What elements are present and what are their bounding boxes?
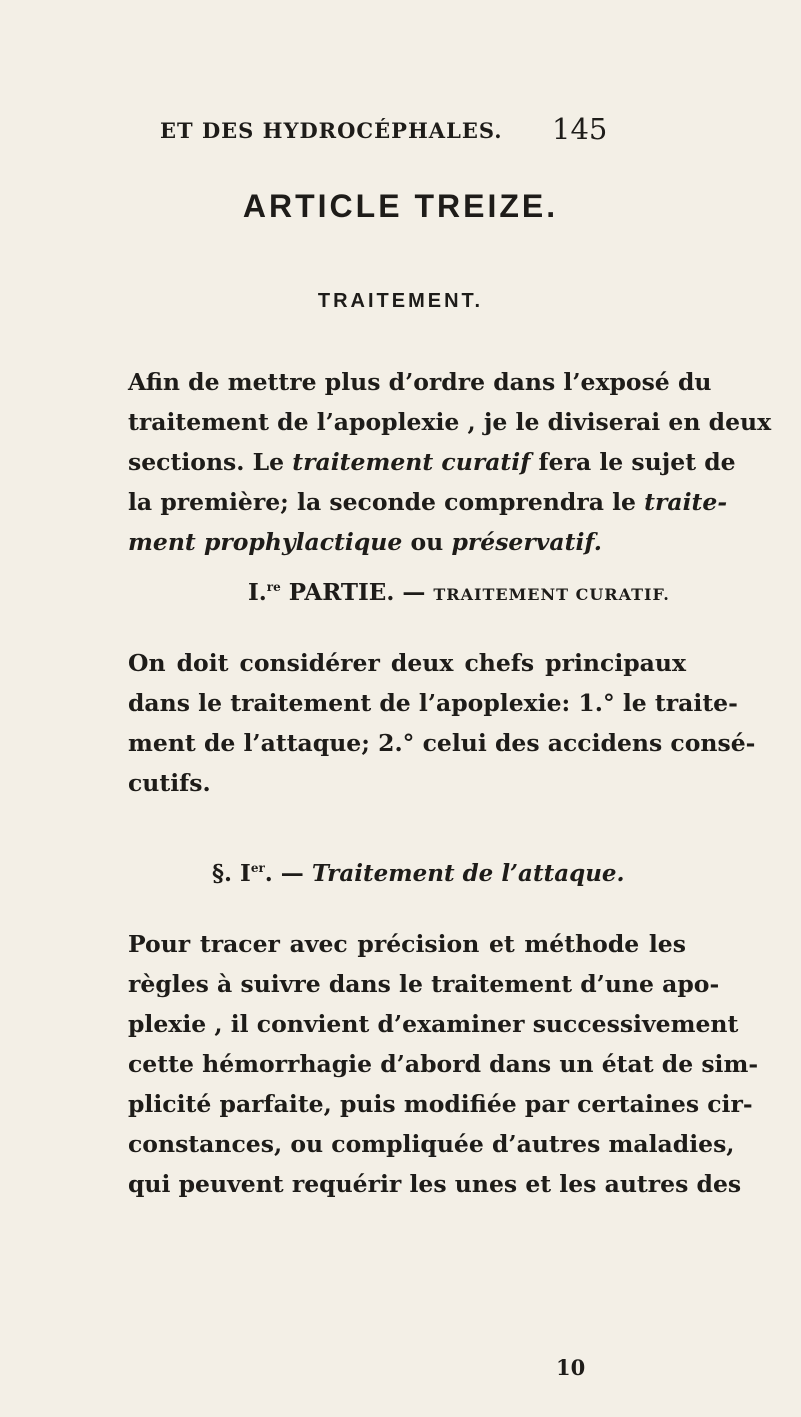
part-superscript: re	[266, 580, 281, 594]
paragraph-treatment	[128, 924, 759, 1204]
part-label: PARTIE. —	[280, 579, 434, 606]
part-heading	[248, 579, 670, 606]
text-line: règles à suivre dans le traitement d’une apo-	[128, 970, 720, 998]
text-line	[128, 482, 728, 522]
text-line: dans le traitement de l’apoplexie: 1.° le traite-	[128, 689, 738, 717]
signature-mark: 10	[556, 1355, 586, 1380]
text-line: plexie , il convient d’examiner successivement	[128, 1010, 739, 1038]
italic-term: ment prophylactique	[128, 528, 403, 556]
section-title: TRAITEMENT.	[317, 290, 484, 312]
text-line: Afin de mettre plus d’ordre dans l’exposé du	[128, 368, 712, 396]
text-run: ou	[402, 528, 452, 556]
page-number: 145	[552, 112, 608, 146]
paragraph-part-intro	[128, 643, 756, 803]
italic-term: préservatif.	[451, 528, 602, 556]
text-line: cutifs.	[128, 769, 211, 797]
text-run: sections. Le	[128, 448, 293, 476]
text-line	[128, 442, 736, 482]
italic-term: traitement curatif	[292, 448, 531, 476]
text-line: plicité parfaite, puis modifiée par certaines cir-	[128, 1090, 753, 1118]
text-line: Pour tracer avec précision et méthode les	[128, 930, 686, 958]
text-line: constances, ou compliquée d’autres maladies,	[128, 1130, 735, 1158]
text-line: qui peuvent requérir les unes et les autres des	[128, 1170, 742, 1198]
text-line: ment de l’attaque; 2.° celui des accidens consé-	[128, 729, 756, 757]
running-head	[0, 112, 801, 152]
subsection-heading	[212, 860, 625, 887]
subsection-number: §. I	[212, 860, 251, 887]
italic-term: traite-	[644, 488, 728, 516]
part-subtitle: TRAITEMENT CURATIF.	[433, 585, 670, 604]
paragraph-intro	[128, 362, 772, 562]
subsection-superscript: er	[250, 861, 265, 875]
text-line	[128, 522, 686, 562]
subsection-title: Traitement de l’attaque.	[311, 860, 625, 887]
running-title: ET DES HYDROCÉPHALES.	[160, 118, 503, 143]
part-numeral: I.	[248, 579, 267, 606]
text-run: fera le sujet de	[530, 448, 736, 476]
text-line: traitement de l’apoplexie , je le diviserai en deux	[128, 408, 772, 436]
text-run: la première; la seconde comprendra le	[128, 488, 645, 516]
subsection-dash: . —	[264, 860, 312, 887]
text-line: cette hémorrhagie d’abord dans un état de sim-	[128, 1050, 759, 1078]
text-line: On doit considérer deux chefs principaux	[128, 649, 686, 677]
article-title: ARTICLE TREIZE.	[242, 188, 559, 224]
